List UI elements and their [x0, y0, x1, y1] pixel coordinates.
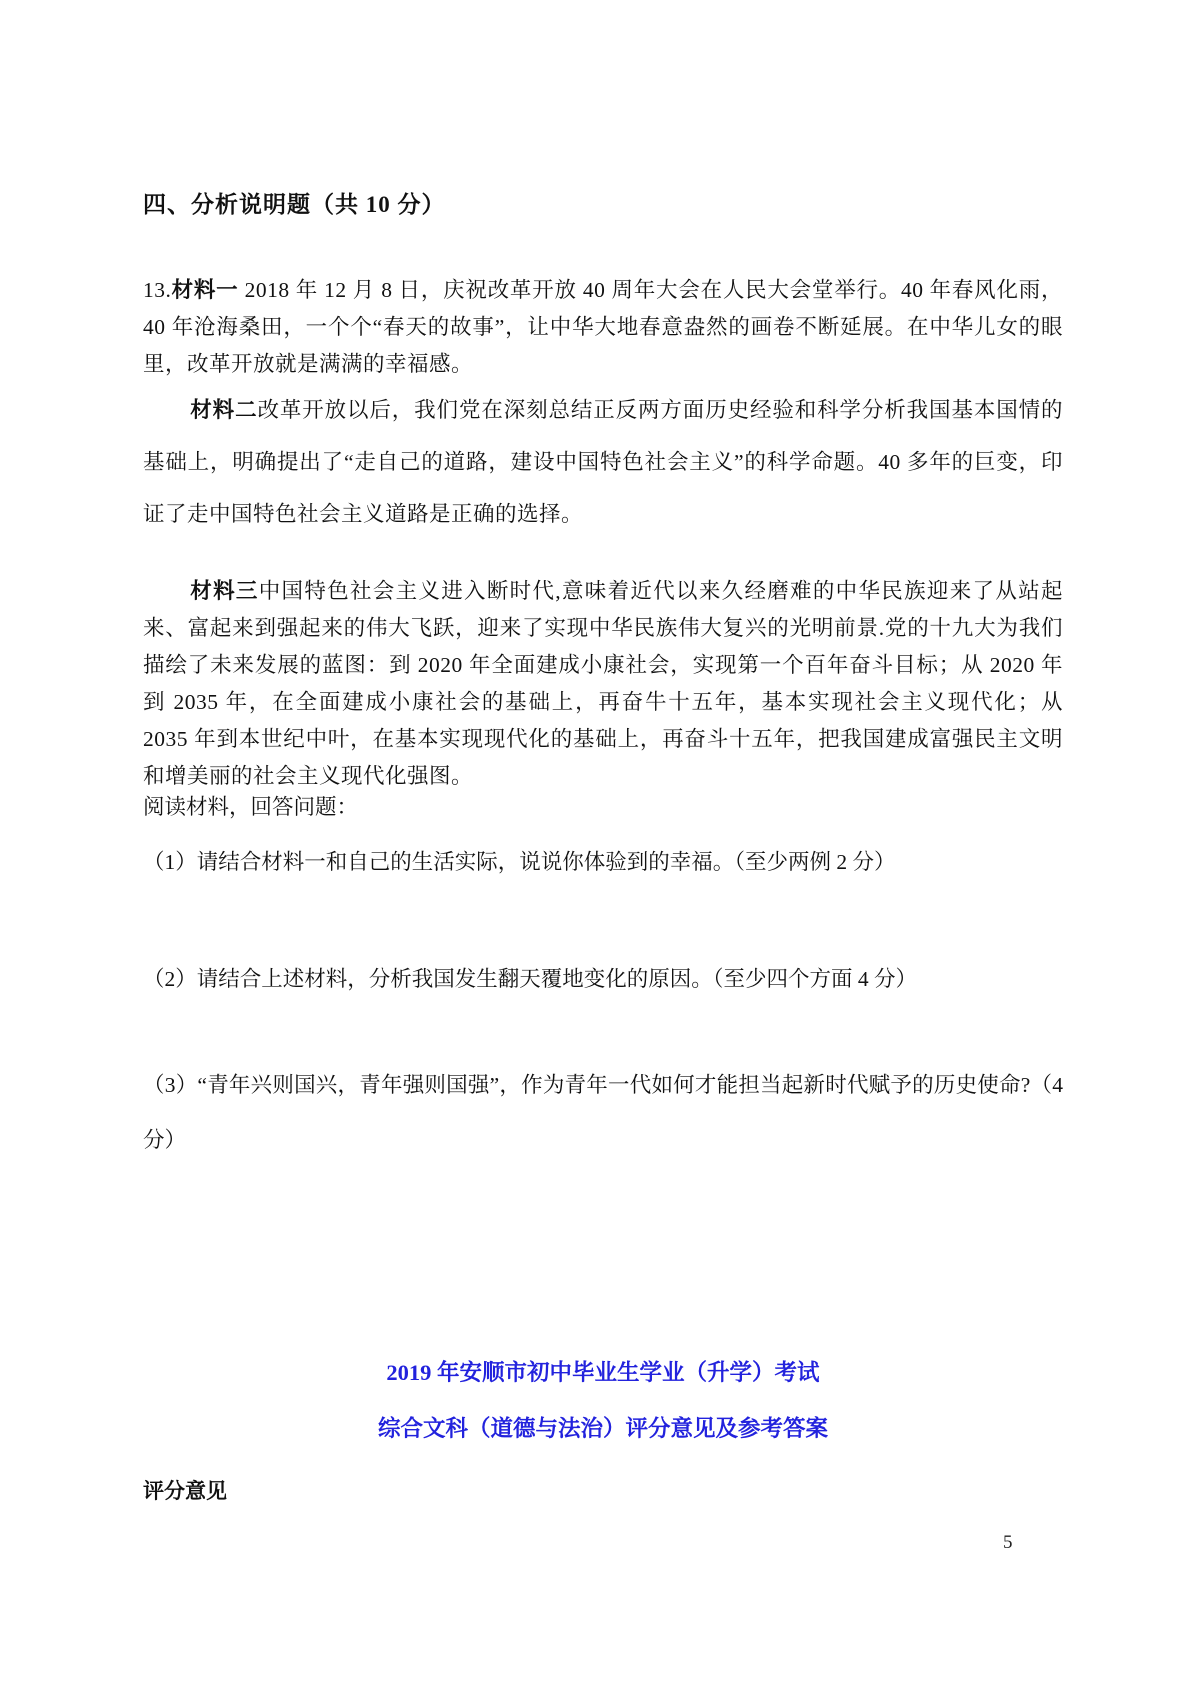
- page-number: 5: [1003, 1532, 1013, 1553]
- sub-question-3: （3）“青年兴则国兴，青年强则国强”，作为青年一代如何才能担当起新时代赋予的历史使命?（4 分）: [143, 1073, 1063, 1152]
- answer-title-line2: 综合文科（道德与法治）评分意见及参考答案: [377, 1416, 828, 1441]
- material3-text: 中国特色社会主义进入断时代,意味着近代以来久经磨难的中华民族迎来了从站起来、富起来到强起来的伟大飞跃，迎来了实现中华民族伟大复兴的光明前景.党的十九大为我们描绘了未来发展的蓝图：到 2020 年全面建成小康社会，实现第一个百年奋斗目标；从 2020 年到 2035 年，在全面建成小康社会的基础上，再奋牛十五年，基本实现社会主义现代化；从 2035 年到本世纪中叶，在基本实现现代化的基础上，再奋斗十五年，把我国建成富强民主文明和增美丽的社会主义现代化强图。: [143, 578, 1063, 788]
- sub-question-1: （1）请结合材料一和自己的生活实际，说说你体验到的幸福。（至少两例 2 分）: [143, 850, 896, 874]
- material3-label: 材料三: [190, 578, 259, 603]
- material2-text: 改革开放以后，我们党在深刻总结正反两方面历史经验和科学分析我国基本国情的基础上，明确提出了“走自己的道路，建设中国特色社会主义”的科学命题。40 多年的巨变，印证了走中国特色社会主义道路是正确的选择。: [143, 397, 1063, 526]
- material3-paragraph: [143, 573, 1063, 795]
- sub-question-2: （2）请结合上述材料，分析我国发生翻天覆地变化的原因。（至少四个方面 4 分）: [143, 967, 918, 991]
- grading-opinion-heading: 评分意见: [143, 1480, 227, 1503]
- material1-text: 2018 年 12 月 8 日，庆祝改革开放 40 周年大会在人民大会堂举行。40 年春风化雨，40 年沧海桑田，一个个“春天的故事”，让中华大地春意盎然的画卷不断延展。在中华儿女的眼里，改革开放就是满满的幸福感。: [143, 277, 1063, 376]
- material2-paragraph: [143, 384, 1063, 540]
- read-materials-prompt: 阅读材料，回答问题：: [143, 795, 359, 819]
- answer-section-titles: [143, 1345, 1063, 1457]
- section-heading: 四、分析说明题（共 10 分）: [143, 192, 446, 217]
- material1-label: 材料一: [171, 277, 239, 302]
- question-number: 13.: [143, 277, 172, 302]
- material2-label: 材料二: [190, 397, 258, 422]
- page-content: [143, 0, 1063, 1698]
- answer-title-line1: 2019 年安顺市初中毕业生学业（升学）考试: [386, 1360, 820, 1385]
- material1-paragraph: [143, 272, 1063, 383]
